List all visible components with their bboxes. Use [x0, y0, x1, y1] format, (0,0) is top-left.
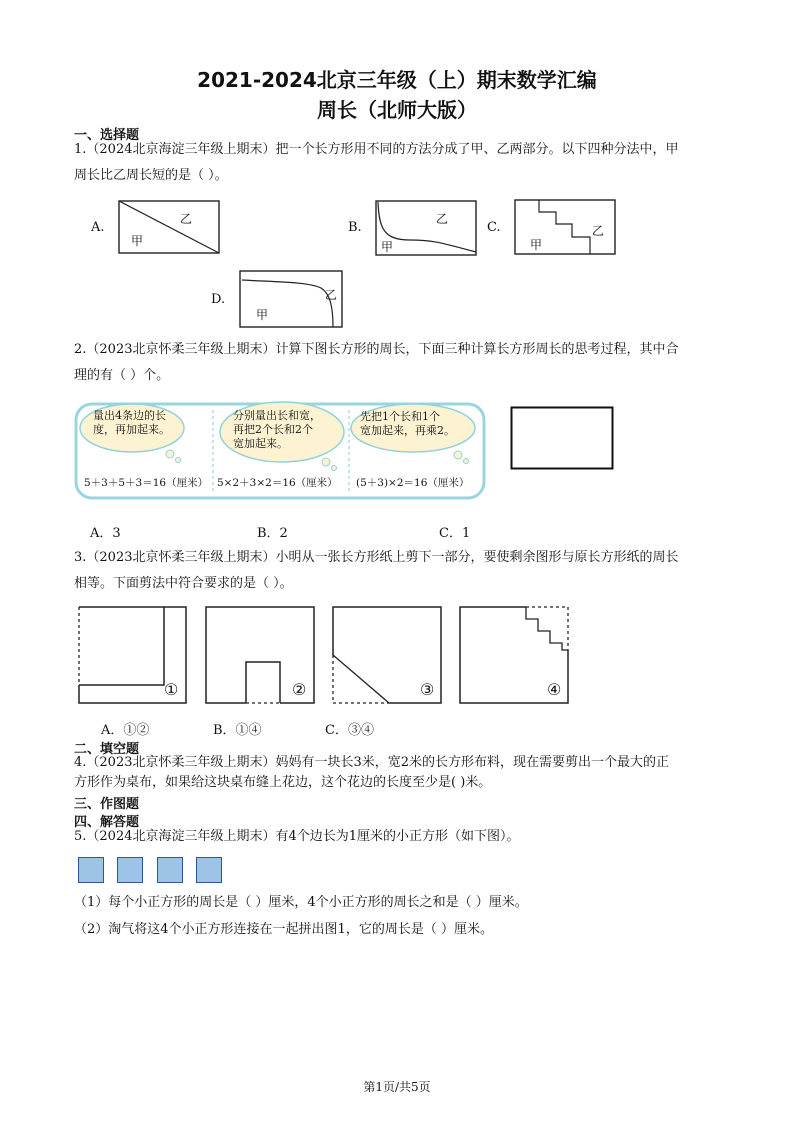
question-5-sub2: （2）淘气将这4个小正方形连接在一起拼出图1，它的周长是（ ）厘米。: [74, 922, 493, 937]
q2-formula-2: 5×2＋3×2＝16（厘米）: [217, 477, 338, 489]
small-square-3: [157, 857, 183, 883]
q1-option-c-label: C.: [487, 220, 501, 235]
q1-c-jia-label: 甲: [530, 238, 543, 252]
q2-bubble-3-text: 先把1个长和1个 宽加起来，再乘2。: [360, 410, 455, 437]
q2-rectangle-figure: [510, 406, 614, 470]
q1-option-a-label: A.: [91, 220, 105, 235]
q1-b-jia-label: 甲: [381, 240, 394, 254]
q2-formula-3: (5＋3)×2＝16（厘米）: [356, 477, 470, 489]
q3-figure-2-number: ②: [292, 680, 307, 699]
q2-bubble-2-text: 分别量出长和宽， 再把2个长和2个 宽加起来。: [233, 409, 321, 450]
small-square-2: [117, 857, 143, 883]
question-3-line2: 相等。下面剪法中符合要求的是（ ）。: [74, 576, 293, 591]
small-square-1: [78, 857, 104, 883]
question-2-line1: 2.（2023北京怀柔三年级上期末）计算下图长方形的周长，下面三种计算长方形周长的思考过程，其中合: [74, 342, 679, 357]
question-1-line2: 周长比乙周长短的是（ ）。: [74, 168, 228, 183]
q1-b-yi-label: 乙: [436, 212, 449, 226]
q1-option-b-label: B.: [348, 220, 362, 235]
q3-figure-4-number: ④: [547, 680, 562, 699]
question-5-sub1: （1）每个小正方形的周长是（ ）厘米，4个小正方形的周长之和是（ ）厘米。: [74, 895, 528, 910]
section-heading-choice: 一、选择题: [74, 128, 140, 143]
q3-figure-1-number: ①: [164, 680, 179, 699]
q3-option-a: A．①②: [101, 723, 150, 738]
q1-c-yi-label: 乙: [592, 224, 605, 238]
small-square-4: [196, 857, 222, 883]
q2-option-b: B．2: [257, 526, 288, 541]
section-heading-drawing: 三、作图题: [74, 797, 140, 812]
section-heading-fill: 二、填空题: [74, 742, 140, 757]
question-1-line1: 1.（2024北京海淀三年级上期末）把一个长方形用不同的方法分成了甲、乙两部分。以下四种分法中，甲: [74, 142, 679, 157]
question-3-line1: 3.（2023北京怀柔三年级上期末）小明从一张长方形纸上剪下一部分，要使剩余图形与原长方形纸的周长: [74, 550, 679, 565]
q1-option-d-label: D.: [211, 292, 226, 307]
q1-d-jia-label: 甲: [256, 308, 269, 322]
q1-d-yi-label: 乙: [325, 288, 338, 302]
q2-formula-1: 5＋3＋5＋3＝16（厘米）: [84, 477, 209, 489]
question-4-line2: 方形作为桌布，如果给这块桌布缝上花边，这个花边的长度至少是( )米。: [74, 775, 492, 790]
q2-option-a: A．3: [90, 526, 121, 541]
question-4-line1: 4.（2023北京怀柔三年级上期末）妈妈有一块长3米，宽2米的长方形布料，现在需要剪出一个最大的正: [74, 755, 670, 770]
question-5-line1: 5.（2024北京海淀三年级上期末）有4个边长为1厘米的小正方形（如下图）。: [74, 829, 520, 844]
page-subtitle: 周长（北师大版）: [317, 98, 477, 122]
page-title: 2021-2024北京三年级（上）期末数学汇编: [197, 68, 597, 92]
q1-a-jia-label: 甲: [131, 234, 144, 248]
q3-option-c: C．③④: [325, 723, 374, 738]
q2-bubble-1-text: 量出4条边的长 度，再加起来。: [93, 409, 170, 436]
section-heading-answer: 四、解答题: [74, 815, 140, 830]
question-2-line2: 理的有（ ）个。: [74, 368, 170, 383]
q3-figure-3-number: ③: [420, 680, 435, 699]
q3-option-b: B．①④: [213, 723, 262, 738]
page-footer: 第1页/共5页: [363, 1080, 431, 1094]
q1-a-yi-label: 乙: [180, 212, 193, 226]
q2-option-c: C．1: [439, 526, 471, 541]
